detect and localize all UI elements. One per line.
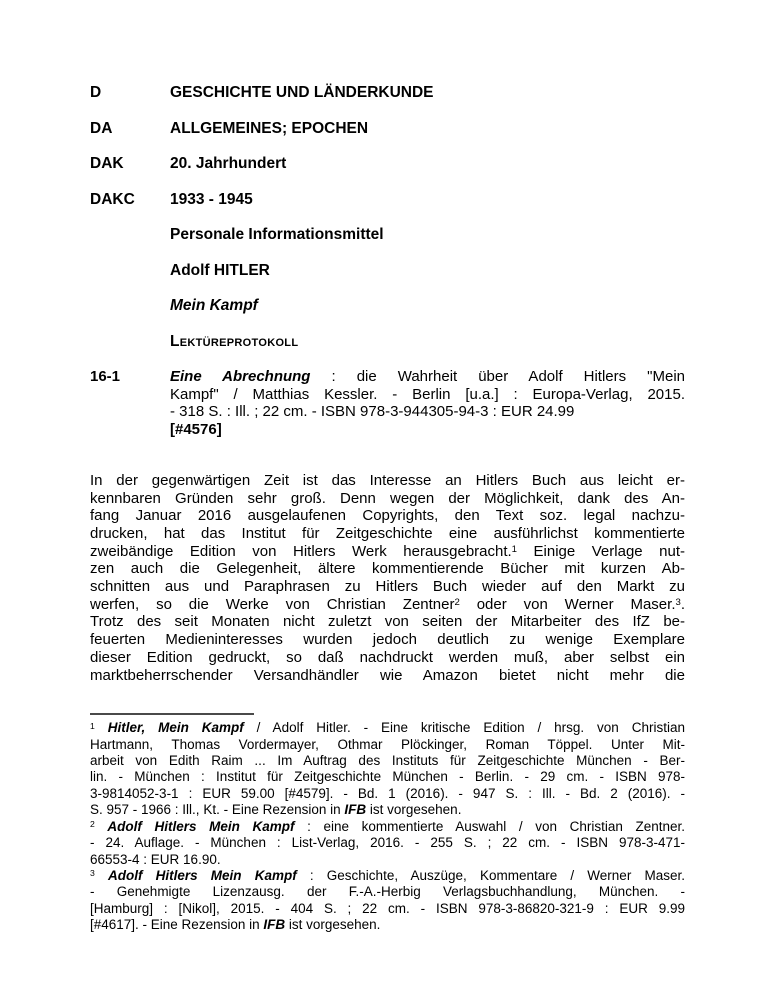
classification-code: DAK (90, 155, 124, 172)
classification-row (90, 191, 685, 209)
text-line: S. 957 - 1966 : Ill., Kt. - Eine Rezension in IFB ist vorgesehen. (90, 802, 462, 818)
entry-citation (170, 368, 685, 439)
classification-label: 20. Jahrhundert (170, 155, 287, 172)
text-line: schnitten aus und Paraphrasen zu Hitlers Buch wieder auf den Markt zu (90, 578, 685, 596)
text-line: [#4617]. - Eine Rezension in IFB ist vorgesehen. (90, 917, 381, 933)
text-line: Trotz des seit Monaten nicht zuletzt von seiten der Mitarbeiter des IfZ be- (90, 613, 685, 631)
bibliographic-entry (90, 368, 685, 439)
classification-label: GESCHICHTE UND LÄNDERKUNDE (170, 84, 434, 101)
text-line: Eine Abrechnung : die Wahrheit über Adolf Hitlers "Mein (170, 368, 686, 385)
text-line: feuerten Medieninteresses wurden jedoch deutlich zu wenige Exemplare (90, 631, 685, 649)
classification-section (90, 84, 685, 350)
footnote-separator (90, 713, 254, 715)
text-line: arbeit von Edith Raim ... Im Auftrag des Instituts für Zeitgeschichte München - Ber- (90, 753, 685, 769)
classification-code: D (90, 84, 102, 101)
subheading-personale-informationsmittel: Personale Informationsmittel (170, 226, 384, 243)
text-line: [Hamburg] : [Nikol], 2015. - 404 S. ; 22 cm. - ISBN 978-3-86820-321-9 : EUR 9.99 (90, 900, 685, 916)
footnote-marker: 3 (90, 868, 95, 879)
entry-number: 16-1 (90, 368, 121, 385)
text-line: - 24. Auflage. - München : List-Verlag, 2016. - 255 S. ; 22 cm. - ISBN 978-3-471- (90, 835, 685, 851)
classification-label: 1933 - 1945 (170, 190, 253, 208)
text-line: In der gegenwärtigen Zeit ist das Interesse an Hitlers Buch aus leicht er- (90, 471, 685, 489)
text-line: drucken, hat das Institut für Zeitgeschichte eine ausführlichst kommentierte (90, 524, 685, 542)
footnote-3 (90, 868, 685, 934)
text-line: 66553-4 : EUR 16.90. (90, 851, 221, 867)
classification-code: DAKC (90, 190, 135, 208)
text-line: zen auch die Gelegenheit, ältere kommentierende Bücher mit kurzen Ab- (90, 560, 685, 578)
text-line: $^1$ Hitler, Mein Kampf / Adolf Hitler. - Eine kritische Edition / hrsg. von Christian (90, 720, 685, 736)
text-line: dieser Edition gedruckt, so daß nachdruckt werden muß, aber selbst ein (90, 648, 685, 666)
subheading-adolf-hitler: Adolf HITLER (170, 261, 270, 279)
footnotes-section (90, 720, 685, 933)
text-line: $^3$ Adolf Hitlers Mein Kampf : Geschichte, Auszüge, Kommentare / Werner Maser. (90, 867, 685, 883)
text-line: lin. - München : Institut für Zeitgeschichte München - Berlin. - 29 cm. - ISBN 978- (90, 769, 685, 785)
classification-row (90, 120, 685, 138)
text-line: - Genehmigte Lizenzausg. der F.-A.-Herbig Verlagsbuchhandlung, München. - (90, 884, 685, 900)
text-line: - 318 S. : Ill. ; 22 cm. - ISBN 978-3-944305-94-3 : EUR 24.99 (170, 403, 575, 421)
footnote-marker: 2 (90, 819, 95, 830)
review-paragraph (90, 472, 685, 684)
classification-label: ALLGEMEINES; EPOCHEN (170, 119, 369, 137)
text-line: kennbaren Gründen sehr groß. Denn wegen der Möglichkeit, dank des An- (90, 489, 685, 507)
subheading-mein-kampf: Mein Kampf (170, 297, 258, 314)
classification-row (90, 84, 685, 102)
text-line: Hartmann, Thomas Vordermayer, Othmar Plöckinger, Roman Töppel. Unter Mit- (90, 736, 685, 752)
text-line: marktbeherrschender Versandhändler wie Amazon bietet nicht mehr die (90, 666, 685, 684)
text-line: $^2$ Adolf Hitlers Mein Kampf : eine kommentierte Auswahl / von Christian Zentner. (90, 818, 685, 834)
footnote-2 (90, 819, 685, 868)
text-line: werfen, so die Werke von Christian Zentner$^2$ oder von Werner Maser.$^3$. (90, 595, 686, 613)
footnote-marker: 2 (454, 596, 460, 608)
classification-row (90, 155, 685, 173)
footnote-marker: 3 (675, 596, 681, 608)
footnote-marker: 1 (511, 543, 518, 555)
text-line: [#4576] (170, 421, 222, 439)
text-line: Kampf" / Matthias Kessler. - Berlin [u.a.] : Europa-Verlag, 2015. (170, 385, 685, 403)
text-line: 3-9814052-3-1 : EUR 59.00 [#4579]. - Bd. 1 (2016). - 947 S. : Ill. - Bd. 2 (2016). - (90, 785, 685, 801)
subheading-lektuereprotokoll: Lektüreprotokoll (170, 332, 299, 350)
footnote-marker: 1 (90, 720, 95, 731)
text-line: fang Januar 2016 ausgelaufenen Copyrights, den Text soz. legal nachzu- (90, 507, 685, 525)
footnote-1 (90, 720, 685, 818)
classification-code: DA (90, 119, 113, 137)
text-line: zweibändige Edition von Hitlers Werk herausgebracht.$^1$ Einige Verlage nut- (90, 542, 685, 560)
